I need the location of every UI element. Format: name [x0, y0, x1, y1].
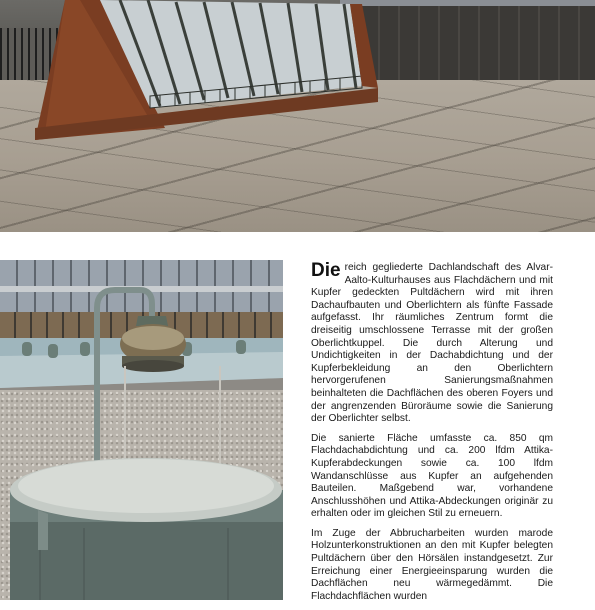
- photo-ventilation-chimney: [0, 260, 283, 600]
- article-text-column: [311, 262, 553, 610]
- chimney-structure: [0, 260, 283, 600]
- drop-cap: Die: [311, 260, 341, 281]
- paragraph-2: Die sanierte Fläche umfasste ca. 850 qm Flachdachabdichtung und ca. 200 lfdm Attika-Kupferabdeckungen sowie ca. 100 lfdm Wandanschlüsse aus Kupfer an aufgehenden Bauteilen. Maßgebend war, vorhandene Anschlusshöhen und Attika-Abdeckungen originär zu erhalten oder im gleichen Stil zu erneuern.: [311, 432, 553, 520]
- skylight-structure: [0, 0, 595, 232]
- paragraph-1-text: reich gegliederte Dachlandschaft des Alvar-Aalto-Kulturhauses aus Flachdächern und mit Kupfer gedeckten Pultdächern wird mit ihren Dachaufbauten und Oberlichtern als fünfte Fassade aufgefasst. Ihr räumliches Zentrum formt die dreiseitig umschlossene Terrasse mit der großen Oberlichtkuppel. Die durch Alterung und Undichtigkeiten in der Dachabdichtung und der Kupferbekleidung an den Oberlichtern hervorgerufenen Sanierungsmaßnahmen beinhalteten die Dachflächen des oberen Foyers und der angrenzenden Büroräume sowie die Sanierung der Oberlichter selbst.: [311, 262, 553, 425]
- paragraph-3: Im Zuge der Abbrucharbeiten wurden marode Holzunterkonstruktionen an den mit Kupfer belegten Pultdächern über den Hörsälen instandgesetzt. Zur Erreichung einer Energieeinsparung wurden die Dachflächen neu wärmegedämmt. Die Flachdachflächen wurden: [311, 527, 553, 602]
- paragraph-1: [311, 262, 553, 426]
- photo-rooftop-terrace: [0, 0, 595, 232]
